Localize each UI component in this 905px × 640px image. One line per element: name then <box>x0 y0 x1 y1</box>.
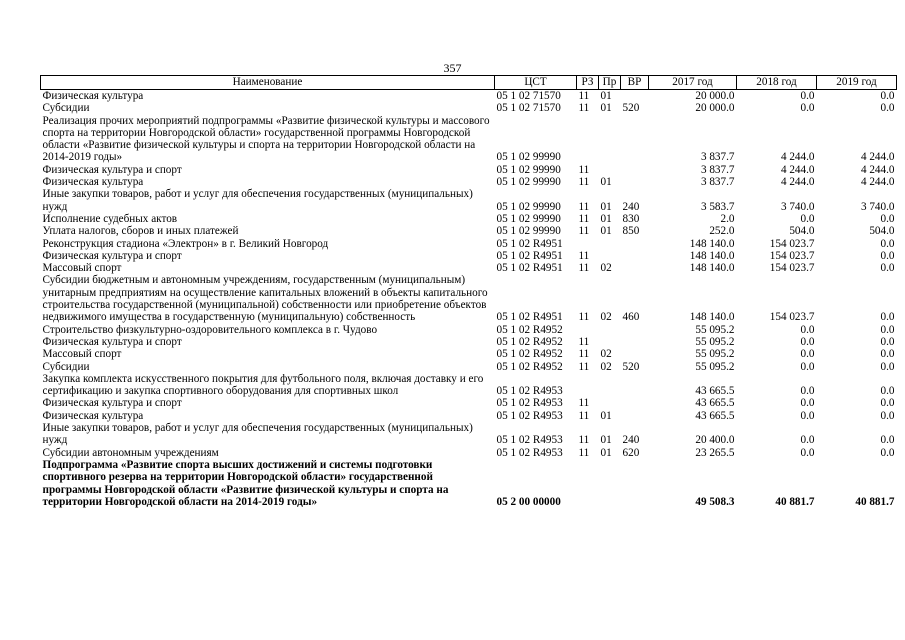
cell-name: Физическая культура <box>42 90 144 102</box>
table-row <box>41 188 897 213</box>
cell-rz: 11 <box>578 409 590 422</box>
cell-2017: 148 140.0 <box>689 262 735 275</box>
cell-cst: 05 1 02 R4951 <box>496 249 563 262</box>
cell-rz: 11 <box>578 212 590 225</box>
cell-2019: 0.0 <box>880 249 895 262</box>
cell-name: Реализация прочих мероприятий подпрограммы «Развитие физической культуры и массового спорта на территории Новгородской области» государственной программы Новгородской области «Развитие физической культуры и спорта на территории Новгородской области на 2014-2019 годы» <box>42 114 490 164</box>
cell-vr <box>621 410 649 422</box>
cell-vr <box>621 459 649 508</box>
cell-2018: 154 023.7 <box>769 249 815 262</box>
table-row <box>41 324 897 336</box>
cell-cst: 05 1 02 R4952 <box>496 335 563 348</box>
cell-rz <box>577 324 599 336</box>
cell-2017: 43 665.5 <box>695 409 735 422</box>
cell-2019: 0.0 <box>880 335 895 348</box>
table-row <box>41 410 897 422</box>
cell-2018: 3 740.0 <box>780 200 815 213</box>
cell-pr: 01 <box>600 225 612 238</box>
cell-2017: 148 140.0 <box>689 249 735 262</box>
header-pr: Пр <box>599 76 621 90</box>
cell-pr <box>599 164 621 176</box>
cell-vr: 830 <box>622 212 640 225</box>
table-row <box>41 250 897 262</box>
cell-2018: 40 881.7 <box>775 495 815 508</box>
cell-2017: 3 837.7 <box>700 151 735 164</box>
cell-2019: 0.0 <box>880 385 895 398</box>
cell-2019: 0.0 <box>880 434 895 447</box>
cell-2017: 43 665.5 <box>695 385 735 398</box>
cell-2019: 4 244.0 <box>860 176 895 189</box>
cell-name: Субсидии <box>42 102 90 115</box>
cell-vr: 240 <box>622 434 640 447</box>
cell-rz: 11 <box>578 90 590 102</box>
cell-2018: 0.0 <box>800 360 815 373</box>
cell-rz: 11 <box>578 348 590 361</box>
cell-name: Исполнение судебных актов <box>42 212 178 225</box>
table-row <box>41 373 897 398</box>
cell-pr: 01 <box>600 200 612 213</box>
header-cst: ЦСТ <box>495 76 577 90</box>
cell-vr <box>621 176 649 188</box>
header-name: Наименование <box>41 76 495 90</box>
cell-2018: 0.0 <box>800 90 815 102</box>
cell-2018: 4 244.0 <box>780 151 815 164</box>
cell-pr: 02 <box>600 348 612 361</box>
cell-2017: 2.0 <box>720 212 735 225</box>
cell-cst: 05 1 02 R4952 <box>496 360 563 373</box>
table-row <box>41 176 897 188</box>
cell-cst: 05 1 02 99990 <box>496 225 561 238</box>
cell-pr: 01 <box>600 446 612 459</box>
cell-vr: 850 <box>622 225 640 238</box>
cell-name: Физическая культура и спорт <box>42 397 182 410</box>
cell-2017: 148 140.0 <box>689 237 735 250</box>
cell-vr: 620 <box>622 446 640 459</box>
cell-pr: 02 <box>600 262 612 275</box>
table-row <box>41 459 897 508</box>
cell-pr <box>599 397 621 409</box>
cell-vr <box>621 348 649 360</box>
cell-name: Субсидии автономным учреждениям <box>42 446 219 459</box>
cell-rz: 11 <box>578 434 590 447</box>
cell-2018: 504.0 <box>789 225 815 238</box>
header-2018: 2018 год <box>737 76 817 90</box>
cell-2019: 4 244.0 <box>860 151 895 164</box>
table-row <box>41 262 897 274</box>
cell-name: Реконструкция стадиона «Электрон» в г. Великий Новгород <box>42 237 329 250</box>
cell-name: Субсидии <box>42 360 90 373</box>
cell-2018: 0.0 <box>800 397 815 410</box>
page-number: 357 <box>443 61 462 75</box>
cell-cst: 05 1 02 99990 <box>496 212 561 225</box>
cell-cst: 05 1 02 R4951 <box>496 237 563 250</box>
cell-name: Строительство физкультурно-оздоровительного комплекса в г. Чудово <box>42 323 378 336</box>
cell-pr <box>599 250 621 262</box>
cell-2018: 4 244.0 <box>780 176 815 189</box>
cell-vr <box>621 238 649 250</box>
table-row <box>41 447 897 459</box>
cell-2017: 55 095.2 <box>695 335 735 348</box>
cell-2018: 154 023.7 <box>769 262 815 275</box>
cell-pr <box>599 324 621 336</box>
cell-cst: 05 1 02 99990 <box>496 200 561 213</box>
cell-rz: 11 <box>578 360 590 373</box>
cell-2017: 55 095.2 <box>695 348 735 361</box>
cell-rz: 11 <box>578 446 590 459</box>
cell-2018: 0.0 <box>800 212 815 225</box>
cell-rz: 11 <box>578 335 590 348</box>
cell-2017: 3 837.7 <box>700 163 735 176</box>
cell-rz <box>577 238 599 250</box>
cell-pr: 01 <box>600 409 612 422</box>
cell-cst: 05 1 02 71570 <box>496 102 561 115</box>
cell-name: Физическая культура <box>42 176 144 189</box>
table-row <box>41 90 897 103</box>
cell-pr: 02 <box>600 311 612 324</box>
table-row <box>41 102 897 114</box>
cell-2017: 55 095.2 <box>695 323 735 336</box>
cell-2019: 0.0 <box>880 262 895 275</box>
header-2017: 2017 год <box>649 76 737 90</box>
cell-2017: 55 095.2 <box>695 360 735 373</box>
cell-2017: 23 265.5 <box>695 446 735 459</box>
header-2019: 2019 год <box>817 76 897 90</box>
table-row <box>41 164 897 176</box>
cell-vr: 240 <box>622 200 640 213</box>
cell-name: Массовый спорт <box>42 262 122 275</box>
cell-cst: 05 1 02 99990 <box>496 151 561 164</box>
cell-pr: 01 <box>600 212 612 225</box>
table-row <box>41 422 897 447</box>
table-row <box>41 397 897 409</box>
cell-pr <box>599 459 621 508</box>
cell-2019: 0.0 <box>880 311 895 324</box>
cell-cst: 05 2 00 00000 <box>496 495 561 508</box>
table-row <box>41 225 897 237</box>
cell-rz: 11 <box>578 102 590 115</box>
table-row <box>41 115 897 164</box>
cell-2018: 0.0 <box>800 385 815 398</box>
cell-cst: 05 1 02 99990 <box>496 176 561 189</box>
cell-2018: 0.0 <box>800 446 815 459</box>
cell-cst: 05 1 02 R4953 <box>496 434 563 447</box>
cell-vr: 520 <box>622 102 640 115</box>
cell-vr <box>621 250 649 262</box>
cell-name: Иные закупки товаров, работ и услуг для обеспечения государственных (муниципальных) нужд <box>42 188 473 213</box>
cell-pr <box>599 115 621 164</box>
cell-rz <box>577 115 599 164</box>
cell-vr <box>621 397 649 409</box>
cell-rz <box>577 459 599 508</box>
cell-vr <box>621 115 649 164</box>
cell-2019: 0.0 <box>880 237 895 250</box>
cell-2018: 154 023.7 <box>769 237 815 250</box>
cell-vr <box>621 90 649 103</box>
cell-pr: 02 <box>600 360 612 373</box>
cell-rz: 11 <box>578 225 590 238</box>
cell-2019: 0.0 <box>880 409 895 422</box>
cell-cst: 05 1 02 R4952 <box>496 348 563 361</box>
budget-table <box>40 75 897 508</box>
cell-name: Физическая культура и спорт <box>42 335 182 348</box>
cell-cst: 05 1 02 R4953 <box>496 446 563 459</box>
cell-name: Физическая культура <box>42 409 144 422</box>
cell-2017: 148 140.0 <box>689 311 735 324</box>
cell-2017: 20 000.0 <box>695 90 735 102</box>
cell-2018: 0.0 <box>800 409 815 422</box>
cell-rz: 11 <box>578 397 590 410</box>
cell-name: Физическая культура и спорт <box>42 163 182 176</box>
cell-2019: 3 740.0 <box>860 200 895 213</box>
table-row <box>41 238 897 250</box>
cell-2019: 0.0 <box>880 446 895 459</box>
cell-cst: 05 1 02 R4952 <box>496 323 563 336</box>
cell-2019: 504.0 <box>869 225 895 238</box>
cell-name: Подпрограмма «Развитие спорта высших достижений и системы подготовки спортивного резерва на территории Новгородской области» государственной программы Новгородской области «Развитие физической культуры и спорта на территории Новгородской области на 2014-2019 годы» <box>42 458 449 508</box>
cell-rz: 11 <box>578 200 590 213</box>
header-vr: ВР <box>621 76 649 90</box>
cell-2019: 0.0 <box>880 323 895 336</box>
cell-2018: 4 244.0 <box>780 163 815 176</box>
cell-2018: 0.0 <box>800 335 815 348</box>
cell-2017: 3 583.7 <box>700 200 735 213</box>
cell-2019: 0.0 <box>880 360 895 373</box>
cell-name: Уплата налогов, сборов и иных платежей <box>42 225 239 238</box>
cell-2017: 252.0 <box>709 225 735 238</box>
cell-name: Закупка комплекта искусственного покрытия для футбольного поля, включая доставку и его сертификацию и закупка спортивного оборудования для спортивных школ <box>42 372 484 398</box>
cell-2018: 0.0 <box>800 323 815 336</box>
cell-rz: 11 <box>578 262 590 275</box>
header-rz: РЗ <box>577 76 599 90</box>
cell-pr: 01 <box>600 90 612 102</box>
cell-2018: 0.0 <box>800 102 815 115</box>
cell-rz: 11 <box>578 163 590 176</box>
cell-2018: 0.0 <box>800 348 815 361</box>
table-body <box>41 90 897 509</box>
table-row <box>41 274 897 323</box>
cell-vr: 520 <box>622 360 640 373</box>
cell-2019: 0.0 <box>880 348 895 361</box>
cell-2017: 20 000.0 <box>695 102 735 115</box>
cell-2018: 154 023.7 <box>769 311 815 324</box>
cell-2019: 0.0 <box>880 397 895 410</box>
cell-vr: 460 <box>622 311 640 324</box>
cell-vr <box>621 164 649 176</box>
cell-pr <box>599 336 621 348</box>
cell-cst: 05 1 02 R4951 <box>496 311 563 324</box>
cell-2019: 4 244.0 <box>860 163 895 176</box>
cell-cst: 05 1 02 R4953 <box>496 397 563 410</box>
cell-pr: 01 <box>600 102 612 115</box>
cell-2018: 0.0 <box>800 434 815 447</box>
cell-2019: 40 881.7 <box>855 495 895 508</box>
cell-rz: 11 <box>578 249 590 262</box>
cell-pr <box>599 373 621 398</box>
cell-name: Массовый спорт <box>42 348 122 361</box>
table-header-row <box>41 76 897 90</box>
cell-vr <box>621 336 649 348</box>
cell-cst: 05 1 02 99990 <box>496 163 561 176</box>
cell-2019: 0.0 <box>880 102 895 115</box>
cell-cst: 05 1 02 R4951 <box>496 262 563 275</box>
cell-2017: 43 665.5 <box>695 397 735 410</box>
cell-2017: 3 837.7 <box>700 176 735 189</box>
cell-rz <box>577 373 599 398</box>
cell-pr: 01 <box>600 176 612 189</box>
cell-name: Иные закупки товаров, работ и услуг для обеспечения государственных (муниципальных) нужд <box>42 422 473 447</box>
cell-name: Субсидии бюджетным и автономным учреждениям, государственным (муниципальным) унитарным предприятиям на осуществление капитальных вложений в объекты капитального строительства государственной (муниципальной) собственности или приобретение объектов недвижимого имущества в государственную (муниципальную) собственность <box>42 274 488 324</box>
cell-vr <box>621 324 649 336</box>
cell-name: Физическая культура и спорт <box>42 249 182 262</box>
cell-vr <box>621 373 649 398</box>
cell-cst: 05 1 02 R4953 <box>496 409 563 422</box>
cell-2017: 49 508.3 <box>695 495 735 508</box>
cell-rz: 11 <box>578 311 590 324</box>
cell-2017: 20 400.0 <box>695 434 735 447</box>
cell-pr: 01 <box>600 434 612 447</box>
cell-vr <box>621 262 649 274</box>
table-row <box>41 336 897 348</box>
cell-rz: 11 <box>578 176 590 189</box>
cell-2019: 0.0 <box>880 212 895 225</box>
table-row <box>41 213 897 225</box>
cell-2019: 0.0 <box>880 90 895 102</box>
table-row <box>41 361 897 373</box>
cell-cst: 05 1 02 71570 <box>496 90 561 102</box>
cell-pr <box>599 238 621 250</box>
cell-cst: 05 1 02 R4953 <box>496 385 563 398</box>
table-row <box>41 348 897 360</box>
